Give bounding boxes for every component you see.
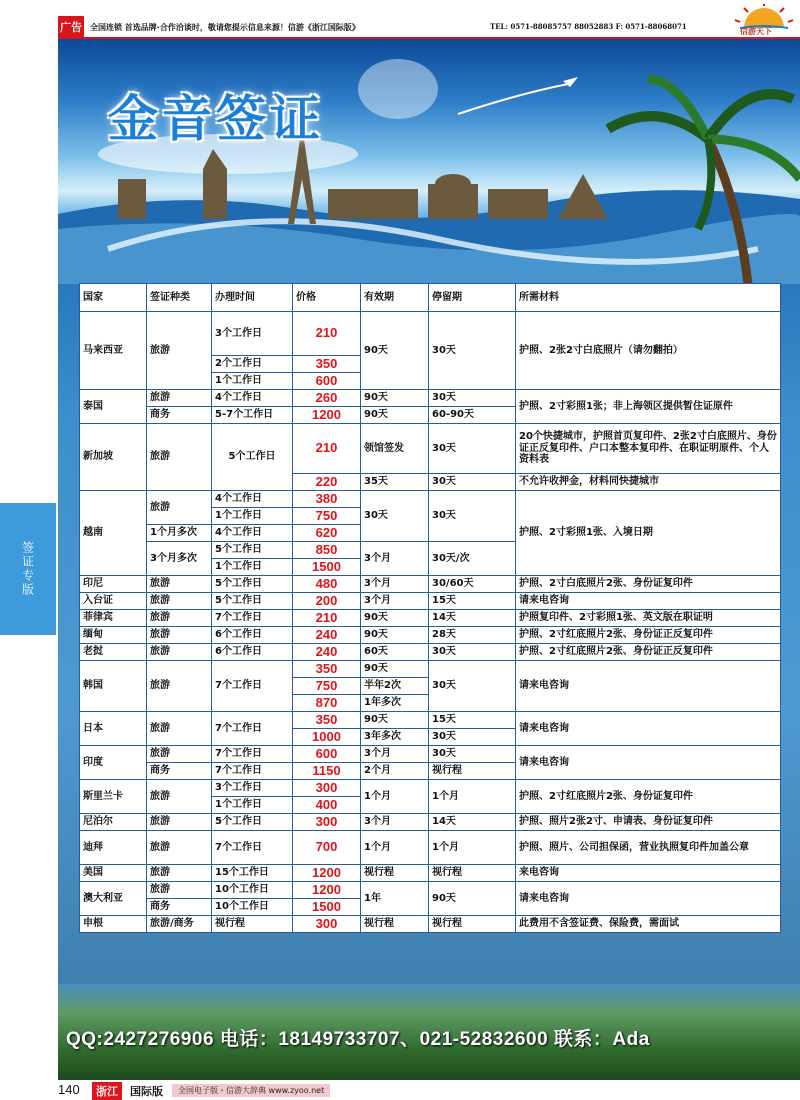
cell-stay: 30天 <box>429 644 516 661</box>
cell-country: 日本 <box>80 712 147 746</box>
cell-price: 240 <box>293 627 361 644</box>
cell-time: 7个工作日 <box>212 610 293 627</box>
cell-price: 1500 <box>293 559 361 576</box>
cell-visa-type: 旅游 <box>147 312 212 390</box>
cell-materials: 护照、2张2寸白底照片（请勿翻拍） <box>516 312 781 390</box>
tel-info: TEL: 0571-88085757 88052883 F: 0571-88068071 <box>490 22 687 31</box>
table-row <box>80 831 781 865</box>
cell-stay: 30天 <box>429 746 516 763</box>
cell-time: 5个工作日 <box>212 542 293 559</box>
cell-time: 5个工作日 <box>212 814 293 831</box>
cell-visa-type: 旅游 <box>147 593 212 610</box>
cell-visa-type: 旅游 <box>147 491 212 525</box>
cell-country: 新加坡 <box>80 424 147 491</box>
cell-validity: 3个月 <box>361 814 429 831</box>
cell-visa-type: 旅游 <box>147 746 212 763</box>
cell-visa-type: 1个月多次 <box>147 525 212 542</box>
cell-time: 6个工作日 <box>212 627 293 644</box>
table-row <box>80 712 781 729</box>
cell-materials: 护照、2寸红底照片2张、身份证正反复印件 <box>516 644 781 661</box>
cell-stay: 15天 <box>429 593 516 610</box>
cell-time: 6个工作日 <box>212 644 293 661</box>
cell-price: 850 <box>293 542 361 559</box>
cell-price: 1500 <box>293 899 361 916</box>
cell-validity: 30天 <box>361 491 429 542</box>
cell-validity: 视行程 <box>361 916 429 933</box>
cell-country: 泰国 <box>80 390 147 424</box>
header-price: 价格 <box>293 284 361 312</box>
cell-stay: 14天 <box>429 814 516 831</box>
cell-materials: 请来电咨询 <box>516 712 781 746</box>
cell-materials: 来电咨询 <box>516 865 781 882</box>
cell-price: 1150 <box>293 763 361 780</box>
cell-time: 1个工作日 <box>212 508 293 525</box>
cell-visa-type: 旅游 <box>147 644 212 661</box>
cell-time: 10个工作日 <box>212 899 293 916</box>
hero-title: 金音签证 <box>108 90 324 148</box>
landmarks-illustration <box>58 39 800 284</box>
cell-validity: 半年2次 <box>361 678 429 695</box>
cell-validity: 90天 <box>361 712 429 729</box>
cell-validity: 35天 <box>361 474 429 491</box>
cell-price: 200 <box>293 593 361 610</box>
table-row <box>80 746 781 763</box>
header-processing-time: 办理时间 <box>212 284 293 312</box>
cell-price: 210 <box>293 424 361 474</box>
table-row <box>80 644 781 661</box>
table-row <box>80 814 781 831</box>
cell-price: 300 <box>293 916 361 933</box>
ad-text: 全国连锁 首选品牌·合作洽谈时，敬请您提示信息来源！信游《浙江国际版》 <box>90 23 360 32</box>
cell-validity: 视行程 <box>361 865 429 882</box>
table-row <box>80 424 781 474</box>
cell-materials: 护照、2寸红底照片2张、身份证复印件 <box>516 780 781 814</box>
cell-visa-type: 旅游 <box>147 882 212 899</box>
cell-visa-type: 旅游 <box>147 576 212 593</box>
table-row <box>80 780 781 797</box>
cell-validity: 2个月 <box>361 763 429 780</box>
table-row <box>80 627 781 644</box>
cell-stay: 15天 <box>429 712 516 729</box>
page-number: 140 <box>58 1082 80 1097</box>
cell-time: 5个工作日 <box>212 424 293 491</box>
cell-stay: 1个月 <box>429 831 516 865</box>
cell-visa-type: 旅游 <box>147 814 212 831</box>
cell-time: 1个工作日 <box>212 373 293 390</box>
side-tab <box>0 503 56 635</box>
header-visa-type: 签证种类 <box>147 284 212 312</box>
cell-visa-type: 旅游 <box>147 424 212 491</box>
cell-price: 1200 <box>293 407 361 424</box>
cell-price: 220 <box>293 474 361 491</box>
side-tab-label: 签证专版 <box>20 541 35 597</box>
cell-materials: 护照、2寸彩照1张；非上海领区提供暂住证原件 <box>516 390 781 424</box>
cell-materials: 护照、照片2张2寸、申请表、身份证复印件 <box>516 814 781 831</box>
cell-materials: 护照、照片、公司担保函，营业执照复印件加盖公章 <box>516 831 781 865</box>
cell-stay: 30天 <box>429 491 516 542</box>
header-validity: 有效期 <box>361 284 429 312</box>
cell-validity: 3个月 <box>361 746 429 763</box>
cell-materials: 请来电咨询 <box>516 746 781 780</box>
cell-materials: 护照、2寸白底照片2张、身份证复印件 <box>516 576 781 593</box>
cell-stay: 28天 <box>429 627 516 644</box>
cell-validity: 90天 <box>361 407 429 424</box>
cell-materials: 请来电咨询 <box>516 593 781 610</box>
cell-validity: 90天 <box>361 627 429 644</box>
cell-price: 260 <box>293 390 361 407</box>
ad-tag: 广告 <box>58 16 84 38</box>
cell-validity: 1个月 <box>361 780 429 814</box>
cell-validity: 3个月 <box>361 593 429 610</box>
cell-price: 620 <box>293 525 361 542</box>
contact-info: QQ:2427276906 电话：18149733707、021-52832600 联系：Ada <box>66 1029 650 1050</box>
cell-validity: 1年多次 <box>361 695 429 712</box>
cell-country: 美国 <box>80 865 147 882</box>
cell-time: 10个工作日 <box>212 882 293 899</box>
cell-stay: 30天 <box>429 312 516 390</box>
cell-stay: 视行程 <box>429 865 516 882</box>
table-row <box>80 882 781 899</box>
table-row <box>80 312 781 356</box>
cell-validity: 90天 <box>361 610 429 627</box>
cell-time: 7个工作日 <box>212 712 293 746</box>
cell-price: 350 <box>293 356 361 373</box>
cell-country: 迪拜 <box>80 831 147 865</box>
cell-validity: 90天 <box>361 390 429 407</box>
table-row <box>80 916 781 933</box>
cell-validity: 90天 <box>361 661 429 678</box>
cell-country: 菲律宾 <box>80 610 147 627</box>
table-row <box>80 576 781 593</box>
cell-stay: 60-90天 <box>429 407 516 424</box>
hero-banner <box>58 39 800 284</box>
cell-validity: 90天 <box>361 312 429 390</box>
cell-time: 7个工作日 <box>212 661 293 712</box>
cell-materials: 不允许收押金，材料同快捷城市 <box>516 474 781 491</box>
cell-price: 400 <box>293 797 361 814</box>
cell-validity: 3年多次 <box>361 729 429 746</box>
cell-country: 马来西亚 <box>80 312 147 390</box>
cell-country: 申根 <box>80 916 147 933</box>
cell-stay: 30天 <box>429 661 516 712</box>
table-row <box>80 610 781 627</box>
cell-time: 7个工作日 <box>212 831 293 865</box>
visa-price-table <box>79 283 781 933</box>
cell-country: 印尼 <box>80 576 147 593</box>
cell-country: 入台证 <box>80 593 147 610</box>
cell-time: 3个工作日 <box>212 780 293 797</box>
cell-stay: 视行程 <box>429 763 516 780</box>
logo-text: 信游天下 <box>740 27 772 36</box>
cell-stay: 1个月 <box>429 780 516 814</box>
cell-validity: 1年 <box>361 882 429 916</box>
cell-stay: 30/60天 <box>429 576 516 593</box>
cell-time: 15个工作日 <box>212 865 293 882</box>
cell-price: 1200 <box>293 882 361 899</box>
table-row <box>80 661 781 678</box>
footer-bar <box>58 1080 800 1100</box>
cell-price: 300 <box>293 780 361 797</box>
table-header-row <box>80 284 781 312</box>
cell-time: 5-7个工作日 <box>212 407 293 424</box>
cell-visa-type: 旅游 <box>147 661 212 712</box>
cell-visa-type: 旅游 <box>147 865 212 882</box>
edition-label: 国际版 <box>130 1085 163 1098</box>
cell-price: 300 <box>293 814 361 831</box>
cell-materials: 20个快捷城市，护照首页复印件、2张2寸白底照片、身份证正反复印件、户口本整本复印件、在职证明原件、个人资料表 <box>516 424 781 474</box>
cell-time: 视行程 <box>212 916 293 933</box>
cell-validity: 60天 <box>361 644 429 661</box>
cell-stay: 30天 <box>429 729 516 746</box>
cell-materials: 护照复印件、2寸彩照1张、英文版在职证明 <box>516 610 781 627</box>
cell-country: 斯里兰卡 <box>80 780 147 814</box>
cell-stay: 30天 <box>429 424 516 474</box>
cell-price: 350 <box>293 661 361 678</box>
cell-country: 澳大利亚 <box>80 882 147 916</box>
cell-materials: 护照、2寸彩照1张、入境日期 <box>516 491 781 576</box>
cell-visa-type: 商务 <box>147 763 212 780</box>
cell-time: 5个工作日 <box>212 576 293 593</box>
cell-time: 1个工作日 <box>212 797 293 814</box>
cell-time: 3个工作日 <box>212 312 293 356</box>
cell-materials: 请来电咨询 <box>516 882 781 916</box>
header-country: 国家 <box>80 284 147 312</box>
cell-price: 480 <box>293 576 361 593</box>
cell-visa-type: 旅游 <box>147 390 212 407</box>
cell-visa-type: 旅游 <box>147 610 212 627</box>
cell-price: 750 <box>293 508 361 525</box>
cell-time: 1个工作日 <box>212 559 293 576</box>
cell-stay: 30天 <box>429 474 516 491</box>
cell-price: 700 <box>293 831 361 865</box>
cell-country: 老挝 <box>80 644 147 661</box>
cell-stay: 14天 <box>429 610 516 627</box>
cell-price: 210 <box>293 312 361 356</box>
cell-price: 1200 <box>293 865 361 882</box>
cell-time: 5个工作日 <box>212 593 293 610</box>
cell-time: 4个工作日 <box>212 525 293 542</box>
cell-time: 7个工作日 <box>212 763 293 780</box>
cell-price: 210 <box>293 610 361 627</box>
cell-visa-type: 商务 <box>147 407 212 424</box>
cell-price: 350 <box>293 712 361 729</box>
cell-country: 尼泊尔 <box>80 814 147 831</box>
cell-stay: 90天 <box>429 882 516 916</box>
table-row <box>80 593 781 610</box>
table-row <box>80 865 781 882</box>
cell-time: 4个工作日 <box>212 390 293 407</box>
cell-visa-type: 旅游/商务 <box>147 916 212 933</box>
cell-price: 870 <box>293 695 361 712</box>
cell-price: 750 <box>293 678 361 695</box>
cell-visa-type: 旅游 <box>147 831 212 865</box>
cell-materials: 此费用不含签证费、保险费，需面试 <box>516 916 781 933</box>
cell-price: 600 <box>293 746 361 763</box>
cell-time: 2个工作日 <box>212 356 293 373</box>
region-tag: 浙江 <box>92 1082 122 1100</box>
cell-materials: 护照、2寸红底照片2张、身份证正反复印件 <box>516 627 781 644</box>
footer-text: 全国电子版・信游大辞典 www.zyoo.net <box>172 1084 330 1097</box>
cell-visa-type: 旅游 <box>147 712 212 746</box>
cell-validity: 3个月 <box>361 542 429 576</box>
cell-price: 600 <box>293 373 361 390</box>
cell-validity: 领馆签发 <box>361 424 429 474</box>
cell-visa-type: 3个月多次 <box>147 542 212 576</box>
cell-country: 越南 <box>80 491 147 576</box>
cell-time: 4个工作日 <box>212 491 293 508</box>
cell-visa-type: 旅游 <box>147 780 212 814</box>
cell-visa-type: 商务 <box>147 899 212 916</box>
cell-stay: 视行程 <box>429 916 516 933</box>
table-row <box>80 491 781 508</box>
cell-country: 韩国 <box>80 661 147 712</box>
cell-stay: 30天/次 <box>429 542 516 576</box>
cell-price: 240 <box>293 644 361 661</box>
table-row <box>80 390 781 407</box>
cell-country: 印度 <box>80 746 147 780</box>
cell-price: 380 <box>293 491 361 508</box>
cell-country: 缅甸 <box>80 627 147 644</box>
cell-validity: 1个月 <box>361 831 429 865</box>
cell-validity: 3个月 <box>361 576 429 593</box>
cell-materials: 请来电咨询 <box>516 661 781 712</box>
header-stay: 停留期 <box>429 284 516 312</box>
cell-price: 1000 <box>293 729 361 746</box>
header-materials: 所需材料 <box>516 284 781 312</box>
cell-visa-type: 旅游 <box>147 627 212 644</box>
cell-time: 7个工作日 <box>212 746 293 763</box>
cell-stay: 30天 <box>429 390 516 407</box>
